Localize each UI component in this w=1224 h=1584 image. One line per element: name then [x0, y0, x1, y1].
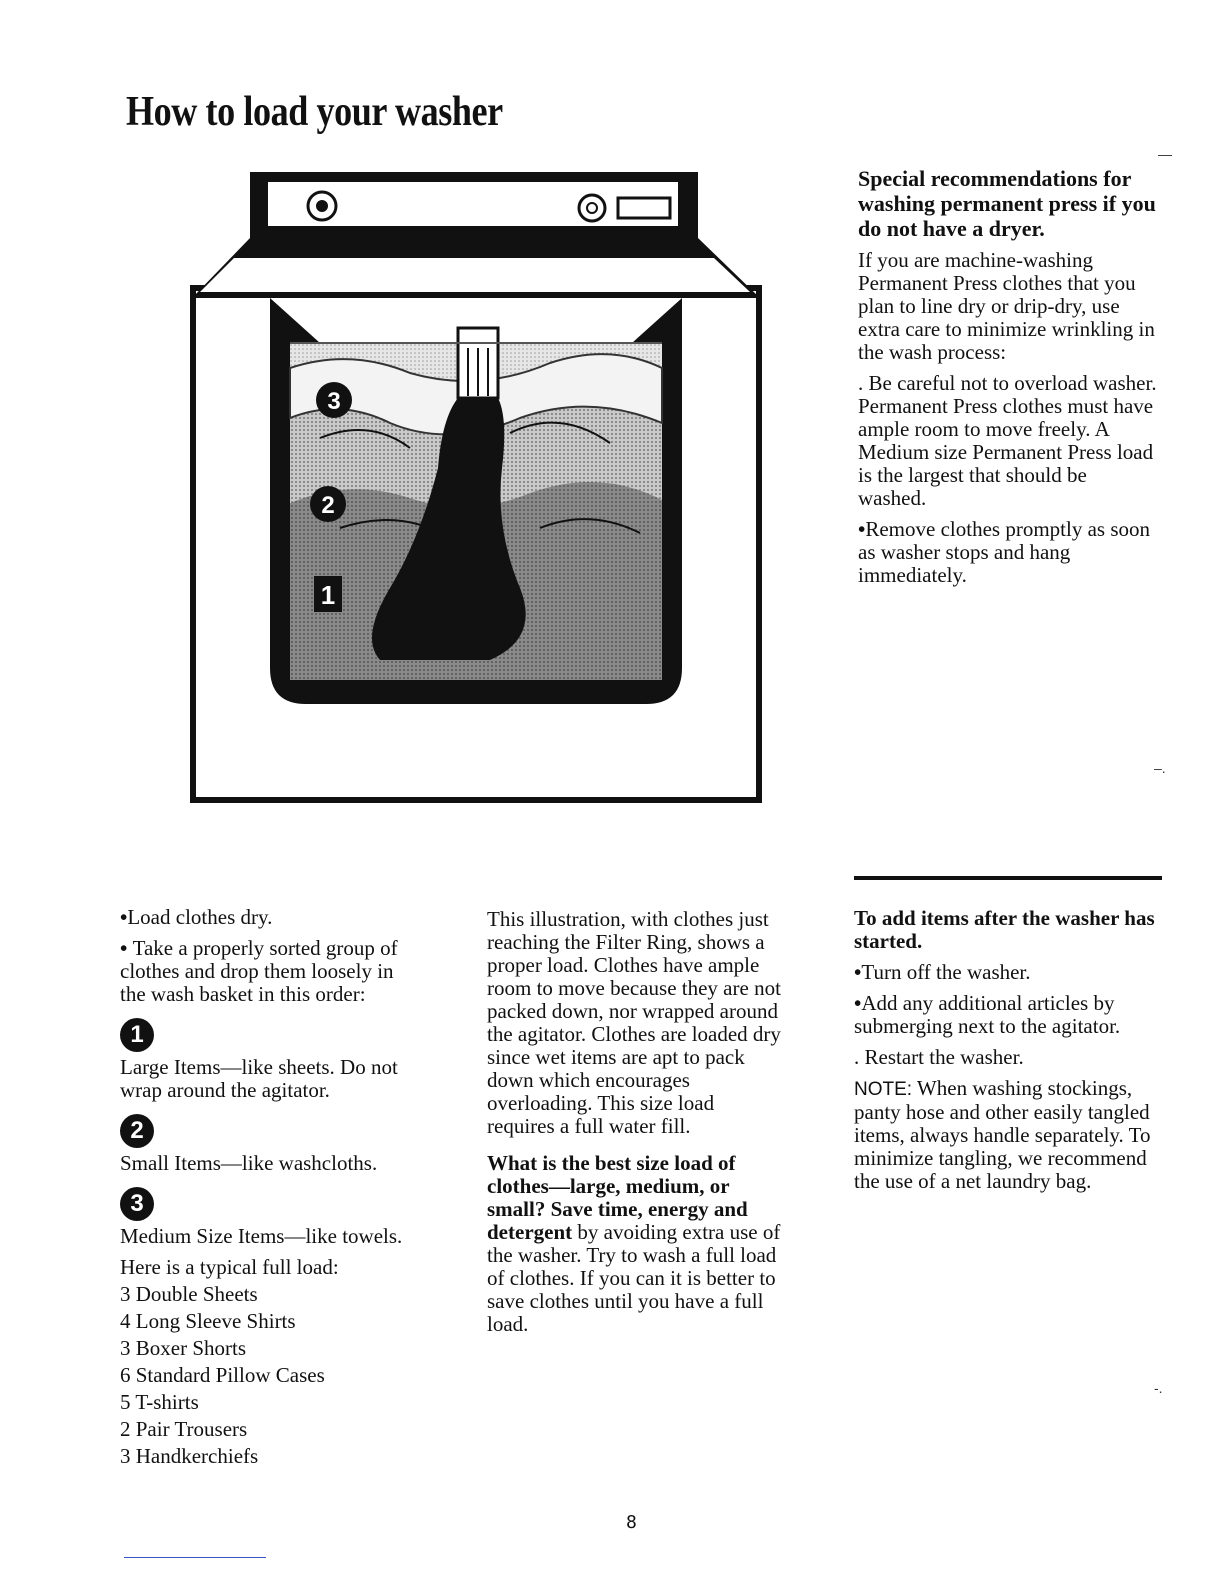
add-items-heading: To add items after the washer has started. [854, 906, 1155, 953]
add-items-section [854, 907, 1164, 1201]
step-text: Medium Size Items—like towels. [120, 1224, 403, 1248]
section-divider [854, 876, 1162, 880]
special-heading: Special recommendations for washing permanent press if you do not have a dryer. [858, 166, 1156, 241]
footer-line [124, 1557, 266, 1558]
loading-instructions [120, 906, 420, 1472]
layer-label-3 [316, 382, 352, 418]
step-number-badge: 1 [120, 1018, 154, 1052]
add-items-bullet: •Add any additional articles by submerging next to the agitator. [854, 991, 1121, 1038]
page-number: 8 [626, 1512, 637, 1533]
load-item: 5 T-shirts [120, 1390, 199, 1414]
add-items-bullet: . Restart the washer. [854, 1045, 1024, 1069]
illustration-explanation: This illustration, with clothes just reaching the Filter Ring, shows a proper load. Clothes have ample room to move because they are not packed down, nor wrapped around the agitator. Clothes are loaded dry since wet items are apt to pack down which encourages overloading. This size load requires a full water fill. [487, 907, 781, 1138]
step-number-badge: 3 [120, 1187, 154, 1221]
margin-mark: –. [1154, 760, 1166, 776]
svg-text:3: 3 [327, 388, 341, 415]
add-items-bullet: •Turn off the washer. [854, 960, 1031, 984]
layer-label-1 [314, 576, 342, 612]
svg-text:2: 2 [321, 492, 335, 519]
margin-mark: — [1158, 146, 1172, 162]
special-bullet: •Remove clothes promptly as soon as washer stops and hang immediately. [858, 517, 1150, 587]
step-text: Small Items—like washcloths. [120, 1151, 378, 1175]
typical-load-label: Here is a typical full load: [120, 1255, 339, 1279]
special-recommendations [858, 166, 1160, 595]
svg-text:1: 1 [320, 580, 336, 610]
note-paragraph: NOTE: When washing stockings, panty hose and other easily tangled items, always handle separately. To minimize tangling, we recommend the use of a net laundry bag. [854, 1076, 1151, 1193]
best-size-paragraph: What is the best size load of clothes—large, medium, or small? Save time, energy and detergent by avoiding extra use of the washer. Try to wash a full load of clothes. If you can it is better to save clothes until you have a full load. [487, 1151, 781, 1336]
special-intro: If you are machine-washing Permanent Press clothes that you plan to line dry or drip-dry, use extra care to minimize wrinkling in the wash process: [858, 248, 1155, 364]
layer-label-2 [310, 486, 346, 522]
load-explanation [487, 908, 785, 1344]
washer-illustration [190, 168, 762, 804]
load-item: 6 Standard Pillow Cases [120, 1363, 325, 1387]
margin-mark: -. [1154, 1380, 1163, 1396]
instruction-bullet: •Load clothes dry. [120, 905, 273, 929]
step-text: Large Items—like sheets. Do not wrap around the agitator. [120, 1055, 398, 1102]
load-item: 2 Pair Trousers [120, 1417, 248, 1441]
load-item: 4 Long Sleeve Shirts [120, 1309, 296, 1333]
load-item: 3 Boxer Shorts [120, 1336, 246, 1360]
special-bullet: . Be careful not to overload washer. Permanent Press clothes must have ample room to move freely. A Medium size Permanent Press load is the largest that should be washed. [858, 371, 1157, 510]
instruction-bullet: • Take a properly sorted group of clothes and drop them loosely in the wash basket in this order: [120, 936, 398, 1006]
page-title: How to load your washer [126, 89, 503, 135]
step-number-badge: 2 [120, 1114, 154, 1148]
load-item: 3 Double Sheets [120, 1282, 258, 1306]
load-item: 3 Handkerchiefs [120, 1444, 259, 1468]
